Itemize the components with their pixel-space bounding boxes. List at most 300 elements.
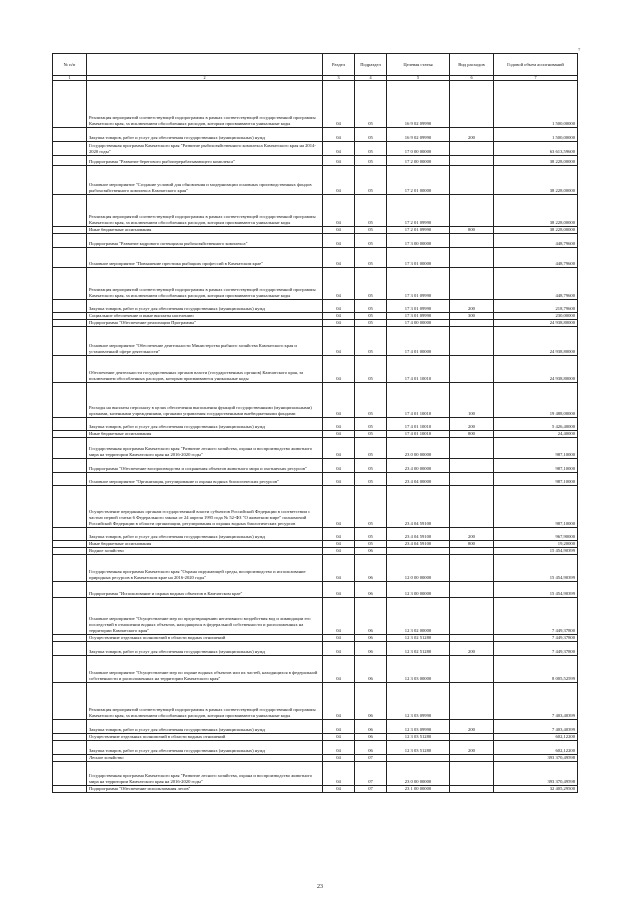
cell-celevaya-statya: 17 3 01 09990: [387, 300, 450, 313]
cell-podrazdel: 06: [355, 683, 387, 720]
cell-celevaya-statya: [387, 755, 450, 762]
cell-number: [53, 81, 87, 128]
cell-vid-rashodov: [450, 142, 494, 156]
cell-number: [53, 195, 87, 227]
cell-celevaya-statya: 17 3 00 00000: [387, 234, 450, 248]
cell-podrazdel: 07: [355, 762, 387, 786]
cell-podrazdel: 05: [355, 431, 387, 438]
cell-celevaya-statya: 12 3 02 51280: [387, 635, 450, 642]
cell-razdel: 04: [323, 313, 355, 320]
cell-razdel: 04: [323, 248, 355, 268]
table-row: [53, 268, 578, 300]
cell-podrazdel: 06: [355, 642, 387, 656]
cell-celevaya-statya: 12 3 03 09990: [387, 720, 450, 734]
cell-number: [53, 248, 87, 268]
cell-amount: 602,12200: [494, 734, 578, 741]
cell-celevaya-statya: 17 2 00 00000: [387, 156, 450, 166]
cell-razdel: 04: [323, 486, 355, 528]
cell-vid-rashodov: [450, 327, 494, 356]
cell-amount: 38 228,00000: [494, 166, 578, 195]
cell-name: Закупка товаров, работ и услуг для обеспечения государственных (муниципальных) нужд: [87, 418, 323, 431]
cell-amount: 38 228,00000: [494, 195, 578, 227]
cell-name: Закупка товаров, работ и услуг для обеспечения государственных (муниципальных) нужд: [87, 528, 323, 541]
cell-razdel: 04: [323, 459, 355, 473]
cell-amount: 987,10000: [494, 459, 578, 473]
cell-number: [53, 762, 87, 786]
cell-name: Основное мероприятие "Осуществление мер по охране водных объектов или их частей, находящихся в федеральной собственности и расположенных на территории Камчатского края": [87, 656, 323, 683]
cell-vid-rashodov: [450, 683, 494, 720]
cell-vid-rashodov: [450, 248, 494, 268]
cell-razdel: 04: [323, 156, 355, 166]
cell-razdel: 04: [323, 300, 355, 313]
cell-name: Закупка товаров, работ и услуг для обеспечения государственных (муниципальных) нужд: [87, 128, 323, 142]
table-row: [53, 786, 578, 793]
cell-amount: 15 454,90399: [494, 582, 578, 598]
cell-name: Подпрограмма "Обеспечение воспроизводства и сохранения объектов животного мира и охотничьих ресурсов": [87, 459, 323, 473]
cell-celevaya-statya: 17 3 01 00000: [387, 248, 450, 268]
table-row: [53, 683, 578, 720]
cell-number: [53, 486, 87, 528]
cell-amount: 987,10000: [494, 473, 578, 486]
cell-name: Основное мероприятие "Обеспечение деятельности Министерства рыбного хозяйства Камчатского края и установленной сфере деятельности": [87, 327, 323, 356]
table-row: [53, 418, 578, 431]
cell-celevaya-statya: 12 0 00 00000: [387, 555, 450, 582]
cell-amount: 602,12200: [494, 741, 578, 755]
cell-razdel: 04: [323, 734, 355, 741]
cell-amount: 24,40000: [494, 431, 578, 438]
cell-podrazdel: 05: [355, 156, 387, 166]
cell-razdel: 04: [323, 555, 355, 582]
cell-name: Основное мероприятие "Организация, регулирование и охрана водных биологических ресурсов": [87, 473, 323, 486]
cell-razdel: 04: [323, 528, 355, 541]
cell-celevaya-statya: 12 3 03 09990: [387, 683, 450, 720]
cell-vid-rashodov: 200: [450, 128, 494, 142]
cell-amount: 448,79600: [494, 268, 578, 300]
cell-podrazdel: 06: [355, 598, 387, 635]
cell-name: Основное мероприятие "Создание условий для обновления и модернизации основных производственных фондов рыбохозяйственного комплекса Камчатского края": [87, 166, 323, 195]
budget-allocation-table: [52, 53, 578, 793]
page-number: 23: [317, 884, 323, 890]
cell-amount: 448,79600: [494, 248, 578, 268]
cell-number: [53, 598, 87, 635]
cell-celevaya-statya: 23 0 00 00000: [387, 762, 450, 786]
cell-amount: 8 005,52599: [494, 656, 578, 683]
cell-amount: 1 500,00000: [494, 81, 578, 128]
cell-vid-rashodov: 800: [450, 227, 494, 234]
cell-vid-rashodov: [450, 320, 494, 327]
cell-podrazdel: 06: [355, 741, 387, 755]
cell-number: [53, 656, 87, 683]
cell-amount: 393 370,49598: [494, 755, 578, 762]
cell-name: Осуществление переданных органам государственной власти субъектов Российской Федерации в соответствии с частью первой статьи 6 Федерального закона от 24 апреля 1995 года № 52-ФЗ "О животном мире" полномочий Российской Федерации в области организации, регулирования и охраны водных биологических ресурсов: [87, 486, 323, 528]
col-number-6: 6: [450, 76, 494, 81]
cell-razdel: 04: [323, 383, 355, 418]
table-row: [53, 720, 578, 734]
cell-podrazdel: 07: [355, 786, 387, 793]
table-row: [53, 635, 578, 642]
cell-celevaya-statya: 23 0 00 00000: [387, 438, 450, 459]
cell-amount: 19,20000: [494, 541, 578, 548]
cell-podrazdel: 05: [355, 327, 387, 356]
cell-podrazdel: 05: [355, 473, 387, 486]
cell-number: [53, 528, 87, 541]
cell-vid-rashodov: [450, 195, 494, 227]
cell-razdel: 04: [323, 642, 355, 656]
cell-number: [53, 635, 87, 642]
table-row: [53, 755, 578, 762]
table-row: [53, 431, 578, 438]
cell-number: [53, 418, 87, 431]
cell-name: Обеспечение деятельности государственных органов власти (государственных органов) Камчатского края, за исключением обособленных расходов, которым присваиваются уникальные коды: [87, 356, 323, 383]
table-row: [53, 313, 578, 320]
table-body: [53, 81, 578, 793]
cell-name: Реализация мероприятий соответствующей подпрограммы в рамках соответствующей государственной программы Камчатского края, за исключением обособленных расходов, которым присваиваются уникальные коды: [87, 268, 323, 300]
cell-razdel: 04: [323, 720, 355, 734]
cell-number: [53, 431, 87, 438]
cell-celevaya-statya: 16 9 02 09990: [387, 81, 450, 128]
cell-celevaya-statya: 12 3 02 00000: [387, 598, 450, 635]
table-row: [53, 195, 578, 227]
cell-vid-rashodov: 100: [450, 383, 494, 418]
table-row: [53, 356, 578, 383]
cell-razdel: 04: [323, 81, 355, 128]
cell-podrazdel: 06: [355, 635, 387, 642]
cell-name: Реализация мероприятий соответствующей подпрограммы в рамках соответствующей государственной программы Камчатского края, за исключением обособленных расходов, которым присваиваются уникальные коды: [87, 195, 323, 227]
cell-name: Лесное хозяйство: [87, 755, 323, 762]
cell-podrazdel: 05: [355, 300, 387, 313]
table-row: [53, 234, 578, 248]
header-row: [53, 54, 578, 76]
cell-podrazdel: 05: [355, 528, 387, 541]
cell-podrazdel: 05: [355, 234, 387, 248]
col-number-3: 3: [323, 76, 355, 81]
cell-vid-rashodov: 200: [450, 418, 494, 431]
header-celevaya-statya: Целевая статья: [387, 54, 450, 76]
cell-celevaya-statya: 23 4 04 00000: [387, 473, 450, 486]
cell-name: Подпрограмма "Обеспечение реализации Программы": [87, 320, 323, 327]
cell-number: [53, 720, 87, 734]
cell-amount: 15 454,90399: [494, 555, 578, 582]
cell-razdel: 04: [323, 227, 355, 234]
cell-vid-rashodov: [450, 656, 494, 683]
cell-amount: 7 403,40399: [494, 720, 578, 734]
table-row: [53, 300, 578, 313]
header-razdel: Раздел: [323, 54, 355, 76]
col-number-1: 1: [53, 76, 87, 81]
cell-celevaya-statya: 12 3 02 51280: [387, 642, 450, 656]
cell-celevaya-statya: 23 4 00 00000: [387, 459, 450, 473]
cell-razdel: 04: [323, 234, 355, 248]
cell-razdel: 04: [323, 473, 355, 486]
cell-amount: 218,79600: [494, 300, 578, 313]
corner-mark: ᵀ: [578, 48, 581, 54]
cell-vid-rashodov: [450, 762, 494, 786]
cell-amount: 15 454,90399: [494, 548, 578, 555]
cell-celevaya-statya: 12 3 03 51280: [387, 741, 450, 755]
cell-podrazdel: 06: [355, 734, 387, 741]
cell-vid-rashodov: [450, 166, 494, 195]
col-number-4: 4: [355, 76, 387, 81]
cell-number: [53, 227, 87, 234]
cell-razdel: 04: [323, 166, 355, 195]
cell-vid-rashodov: 800: [450, 431, 494, 438]
table-row: [53, 656, 578, 683]
cell-amount: 32 405,29500: [494, 786, 578, 793]
cell-celevaya-statya: 17 4 01 00000: [387, 327, 450, 356]
cell-razdel: 04: [323, 268, 355, 300]
cell-number: [53, 166, 87, 195]
cell-amount: 38 228,00000: [494, 156, 578, 166]
cell-name: Социальное обеспечение и иные выплаты населению: [87, 313, 323, 320]
cell-name: Государственная программа Камчатского края "Развитие лесного хозяйства, охрана и воспроизводство животного мира на территории Камчатского края на 2016-2020 годы": [87, 762, 323, 786]
cell-amount: 987,10000: [494, 486, 578, 528]
table-row: [53, 642, 578, 656]
cell-amount: 38 228,00000: [494, 227, 578, 234]
cell-amount: 967,90000: [494, 528, 578, 541]
table-row: [53, 320, 578, 327]
cell-vid-rashodov: [450, 81, 494, 128]
cell-amount: 230,00000: [494, 313, 578, 320]
cell-amount: 19 488,00000: [494, 383, 578, 418]
cell-amount: 63 613,59600: [494, 142, 578, 156]
cell-podrazdel: 05: [355, 320, 387, 327]
cell-name: Подпрограмма "Развитие кадрового потенциала рыбохозяйственного комплекса": [87, 234, 323, 248]
cell-razdel: 04: [323, 327, 355, 356]
cell-number: [53, 300, 87, 313]
cell-podrazdel: 05: [355, 486, 387, 528]
cell-podrazdel: 05: [355, 541, 387, 548]
cell-amount: 987,10000: [494, 438, 578, 459]
cell-vid-rashodov: [450, 734, 494, 741]
cell-vid-rashodov: [450, 555, 494, 582]
table-row: [53, 248, 578, 268]
cell-amount: 7 449,37800: [494, 642, 578, 656]
cell-celevaya-statya: 17 4 01 10010: [387, 431, 450, 438]
cell-number: [53, 383, 87, 418]
cell-number: [53, 320, 87, 327]
cell-vid-rashodov: 200: [450, 741, 494, 755]
cell-razdel: 04: [323, 548, 355, 555]
table-row: [53, 156, 578, 166]
table-row: [53, 81, 578, 128]
cell-number: [53, 327, 87, 356]
cell-number: [53, 548, 87, 555]
cell-podrazdel: 05: [355, 418, 387, 431]
cell-celevaya-statya: 17 2 01 00000: [387, 166, 450, 195]
cell-vid-rashodov: [450, 438, 494, 459]
cell-vid-rashodov: [450, 755, 494, 762]
cell-razdel: 04: [323, 438, 355, 459]
cell-razdel: 04: [323, 320, 355, 327]
cell-celevaya-statya: 17 4 01 10010: [387, 383, 450, 418]
cell-razdel: 04: [323, 582, 355, 598]
cell-name: Иные бюджетные ассигнования: [87, 541, 323, 548]
cell-number: [53, 555, 87, 582]
cell-number: [53, 142, 87, 156]
cell-vid-rashodov: [450, 459, 494, 473]
cell-name: Закупка товаров, работ и услуг для обеспечения государственных (муниципальных) нужд: [87, 741, 323, 755]
cell-number: [53, 582, 87, 598]
cell-number: [53, 313, 87, 320]
cell-name: Подпрограмма "Обеспечение использования лесов": [87, 786, 323, 793]
cell-razdel: 04: [323, 431, 355, 438]
cell-celevaya-statya: 17 3 01 09990: [387, 313, 450, 320]
cell-name: Государственная программа Камчатского края "Развитие лесного хозяйства, охрана и воспроизводство животного мира на территории Камчатского края на 2016-2020 годы": [87, 438, 323, 459]
table-row: [53, 762, 578, 786]
cell-podrazdel: 06: [355, 720, 387, 734]
cell-celevaya-statya: 12 3 03 00000: [387, 656, 450, 683]
cell-vid-rashodov: 200: [450, 642, 494, 656]
cell-podrazdel: 05: [355, 227, 387, 234]
cell-name: Реализация мероприятий соответствующей подпрограммы в рамках соответствующей государственной программы Камчатского края, за исключением обособленных расходов, которым присваиваются уникальные коды: [87, 81, 323, 128]
cell-vid-rashodov: 200: [450, 720, 494, 734]
cell-celevaya-statya: 17 4 01 10010: [387, 356, 450, 383]
header-podrazdel: Подраздел: [355, 54, 387, 76]
cell-number: [53, 156, 87, 166]
cell-number: [53, 741, 87, 755]
cell-vid-rashodov: [450, 486, 494, 528]
header-vid-rashodov: Вид расходов: [450, 54, 494, 76]
cell-podrazdel: 05: [355, 142, 387, 156]
table-row: [53, 486, 578, 528]
cell-celevaya-statya: 23 4 04 59100: [387, 541, 450, 548]
table-row: [53, 741, 578, 755]
cell-name: Закупка товаров, работ и услуг для обеспечения государственных (муниципальных) нужд: [87, 642, 323, 656]
table-row: [53, 227, 578, 234]
cell-razdel: 04: [323, 356, 355, 383]
cell-amount: 5 426,40000: [494, 418, 578, 431]
cell-name: Расходы на выплаты персоналу в целях обеспечения выполнения функций государственными (муниципальными) органами, казенными учреждениями, органами управления государственными внебюджетными фондами: [87, 383, 323, 418]
cell-razdel: 04: [323, 786, 355, 793]
cell-vid-rashodov: [450, 156, 494, 166]
cell-name: Осуществление отдельных полномочий в области водных отношений: [87, 635, 323, 642]
table-row: [53, 734, 578, 741]
cell-amount: 1 500,00000: [494, 128, 578, 142]
cell-podrazdel: 06: [355, 582, 387, 598]
cell-vid-rashodov: [450, 786, 494, 793]
cell-name: Закупка товаров, работ и услуг для обеспечения государственных (муниципальных) нужд: [87, 300, 323, 313]
cell-celevaya-statya: 23 4 04 59100: [387, 486, 450, 528]
cell-vid-rashodov: [450, 268, 494, 300]
cell-razdel: 04: [323, 195, 355, 227]
cell-amount: 7 403,40399: [494, 683, 578, 720]
cell-podrazdel: 05: [355, 128, 387, 142]
cell-number: [53, 755, 87, 762]
cell-razdel: 04: [323, 683, 355, 720]
cell-name: Реализация мероприятий соответствующей подпрограммы в рамках соответствующей государственной программы Камчатского края, за исключением обособленных расходов, которым присваиваются уникальные коды: [87, 683, 323, 720]
cell-name: Основное мероприятие "Осуществление мер по предотвращению негативного воздействия вод и ликвидации его последствий в отношении водных объектов, находящихся в федеральной собственности и расположенных на территории Камчатского края": [87, 598, 323, 635]
cell-name: Государственная программа Камчатского края "Охрана окружающей среды, воспроизводство и использование природных ресурсов в Камчатском крае на 2016-2020 годы": [87, 555, 323, 582]
cell-name: Основное мероприятие "Повышение престижа рыбацких профессий в Камчатском крае": [87, 248, 323, 268]
cell-razdel: 04: [323, 142, 355, 156]
cell-podrazdel: 05: [355, 313, 387, 320]
cell-amount: 448,79600: [494, 234, 578, 248]
cell-podrazdel: 05: [355, 356, 387, 383]
cell-celevaya-statya: [387, 548, 450, 555]
cell-amount: 7 449,37800: [494, 598, 578, 635]
cell-celevaya-statya: 17 3 01 09990: [387, 268, 450, 300]
cell-name: Закупка товаров, работ и услуг для обеспечения государственных (муниципальных) нужд: [87, 720, 323, 734]
cell-podrazdel: 06: [355, 548, 387, 555]
cell-vid-rashodov: 300: [450, 313, 494, 320]
cell-podrazdel: 05: [355, 81, 387, 128]
cell-razdel: 04: [323, 541, 355, 548]
table-row: [53, 128, 578, 142]
cell-podrazdel: 05: [355, 383, 387, 418]
cell-name: Иные бюджетные ассигнования: [87, 431, 323, 438]
cell-podrazdel: 07: [355, 755, 387, 762]
cell-number: [53, 128, 87, 142]
cell-vid-rashodov: [450, 473, 494, 486]
cell-podrazdel: 05: [355, 459, 387, 473]
cell-razdel: 04: [323, 598, 355, 635]
table-row: [53, 598, 578, 635]
cell-celevaya-statya: 17 4 01 10010: [387, 418, 450, 431]
table-row: [53, 528, 578, 541]
cell-number: [53, 234, 87, 248]
cell-number: [53, 268, 87, 300]
cell-celevaya-statya: 17 2 01 09990: [387, 227, 450, 234]
table-row: [53, 473, 578, 486]
cell-vid-rashodov: 200: [450, 300, 494, 313]
table-row: [53, 459, 578, 473]
cell-razdel: 04: [323, 741, 355, 755]
cell-vid-rashodov: [450, 598, 494, 635]
cell-vid-rashodov: [450, 548, 494, 555]
cell-name: Иные бюджетные ассигнования: [87, 227, 323, 234]
header-number: № п/п: [53, 54, 87, 76]
cell-vid-rashodov: [450, 635, 494, 642]
cell-number: [53, 473, 87, 486]
cell-celevaya-statya: 23 1 00 00000: [387, 786, 450, 793]
cell-amount: 7 449,37800: [494, 635, 578, 642]
cell-razdel: 04: [323, 762, 355, 786]
cell-vid-rashodov: 200: [450, 528, 494, 541]
cell-razdel: 04: [323, 418, 355, 431]
cell-name: Подпрограмма "Развитие берегового рыбоперерабатывающего комплекса": [87, 156, 323, 166]
table-row: [53, 166, 578, 195]
col-number-7: 7: [494, 76, 578, 81]
table-row: [53, 582, 578, 598]
cell-vid-rashodov: [450, 234, 494, 248]
cell-number: [53, 541, 87, 548]
table-row: [53, 142, 578, 156]
cell-number: [53, 683, 87, 720]
cell-podrazdel: 05: [355, 268, 387, 300]
cell-celevaya-statya: 12 3 00 00000: [387, 582, 450, 598]
col-number-2: 2: [87, 76, 323, 81]
cell-amount: 24 938,80000: [494, 356, 578, 383]
cell-vid-rashodov: [450, 582, 494, 598]
cell-number: [53, 459, 87, 473]
cell-number: [53, 734, 87, 741]
table-row: [53, 327, 578, 356]
header-name: [87, 54, 323, 76]
cell-number: [53, 642, 87, 656]
cell-celevaya-statya: 12 3 03 51280: [387, 734, 450, 741]
cell-vid-rashodov: [450, 356, 494, 383]
cell-name: Осуществление отдельных полномочий в области водных отношений: [87, 734, 323, 741]
table-row: [53, 548, 578, 555]
cell-celevaya-statya: 17 0 00 00000: [387, 142, 450, 156]
table-row: [53, 383, 578, 418]
table-row: [53, 541, 578, 548]
header-amount: Годовой объем ассигнований: [494, 54, 578, 76]
cell-podrazdel: 06: [355, 555, 387, 582]
cell-name: Подпрограмма "Использование и охрана водных объектов в Камчатском крае": [87, 582, 323, 598]
cell-amount: 24 938,80000: [494, 327, 578, 356]
cell-celevaya-statya: 23 4 04 59100: [387, 528, 450, 541]
